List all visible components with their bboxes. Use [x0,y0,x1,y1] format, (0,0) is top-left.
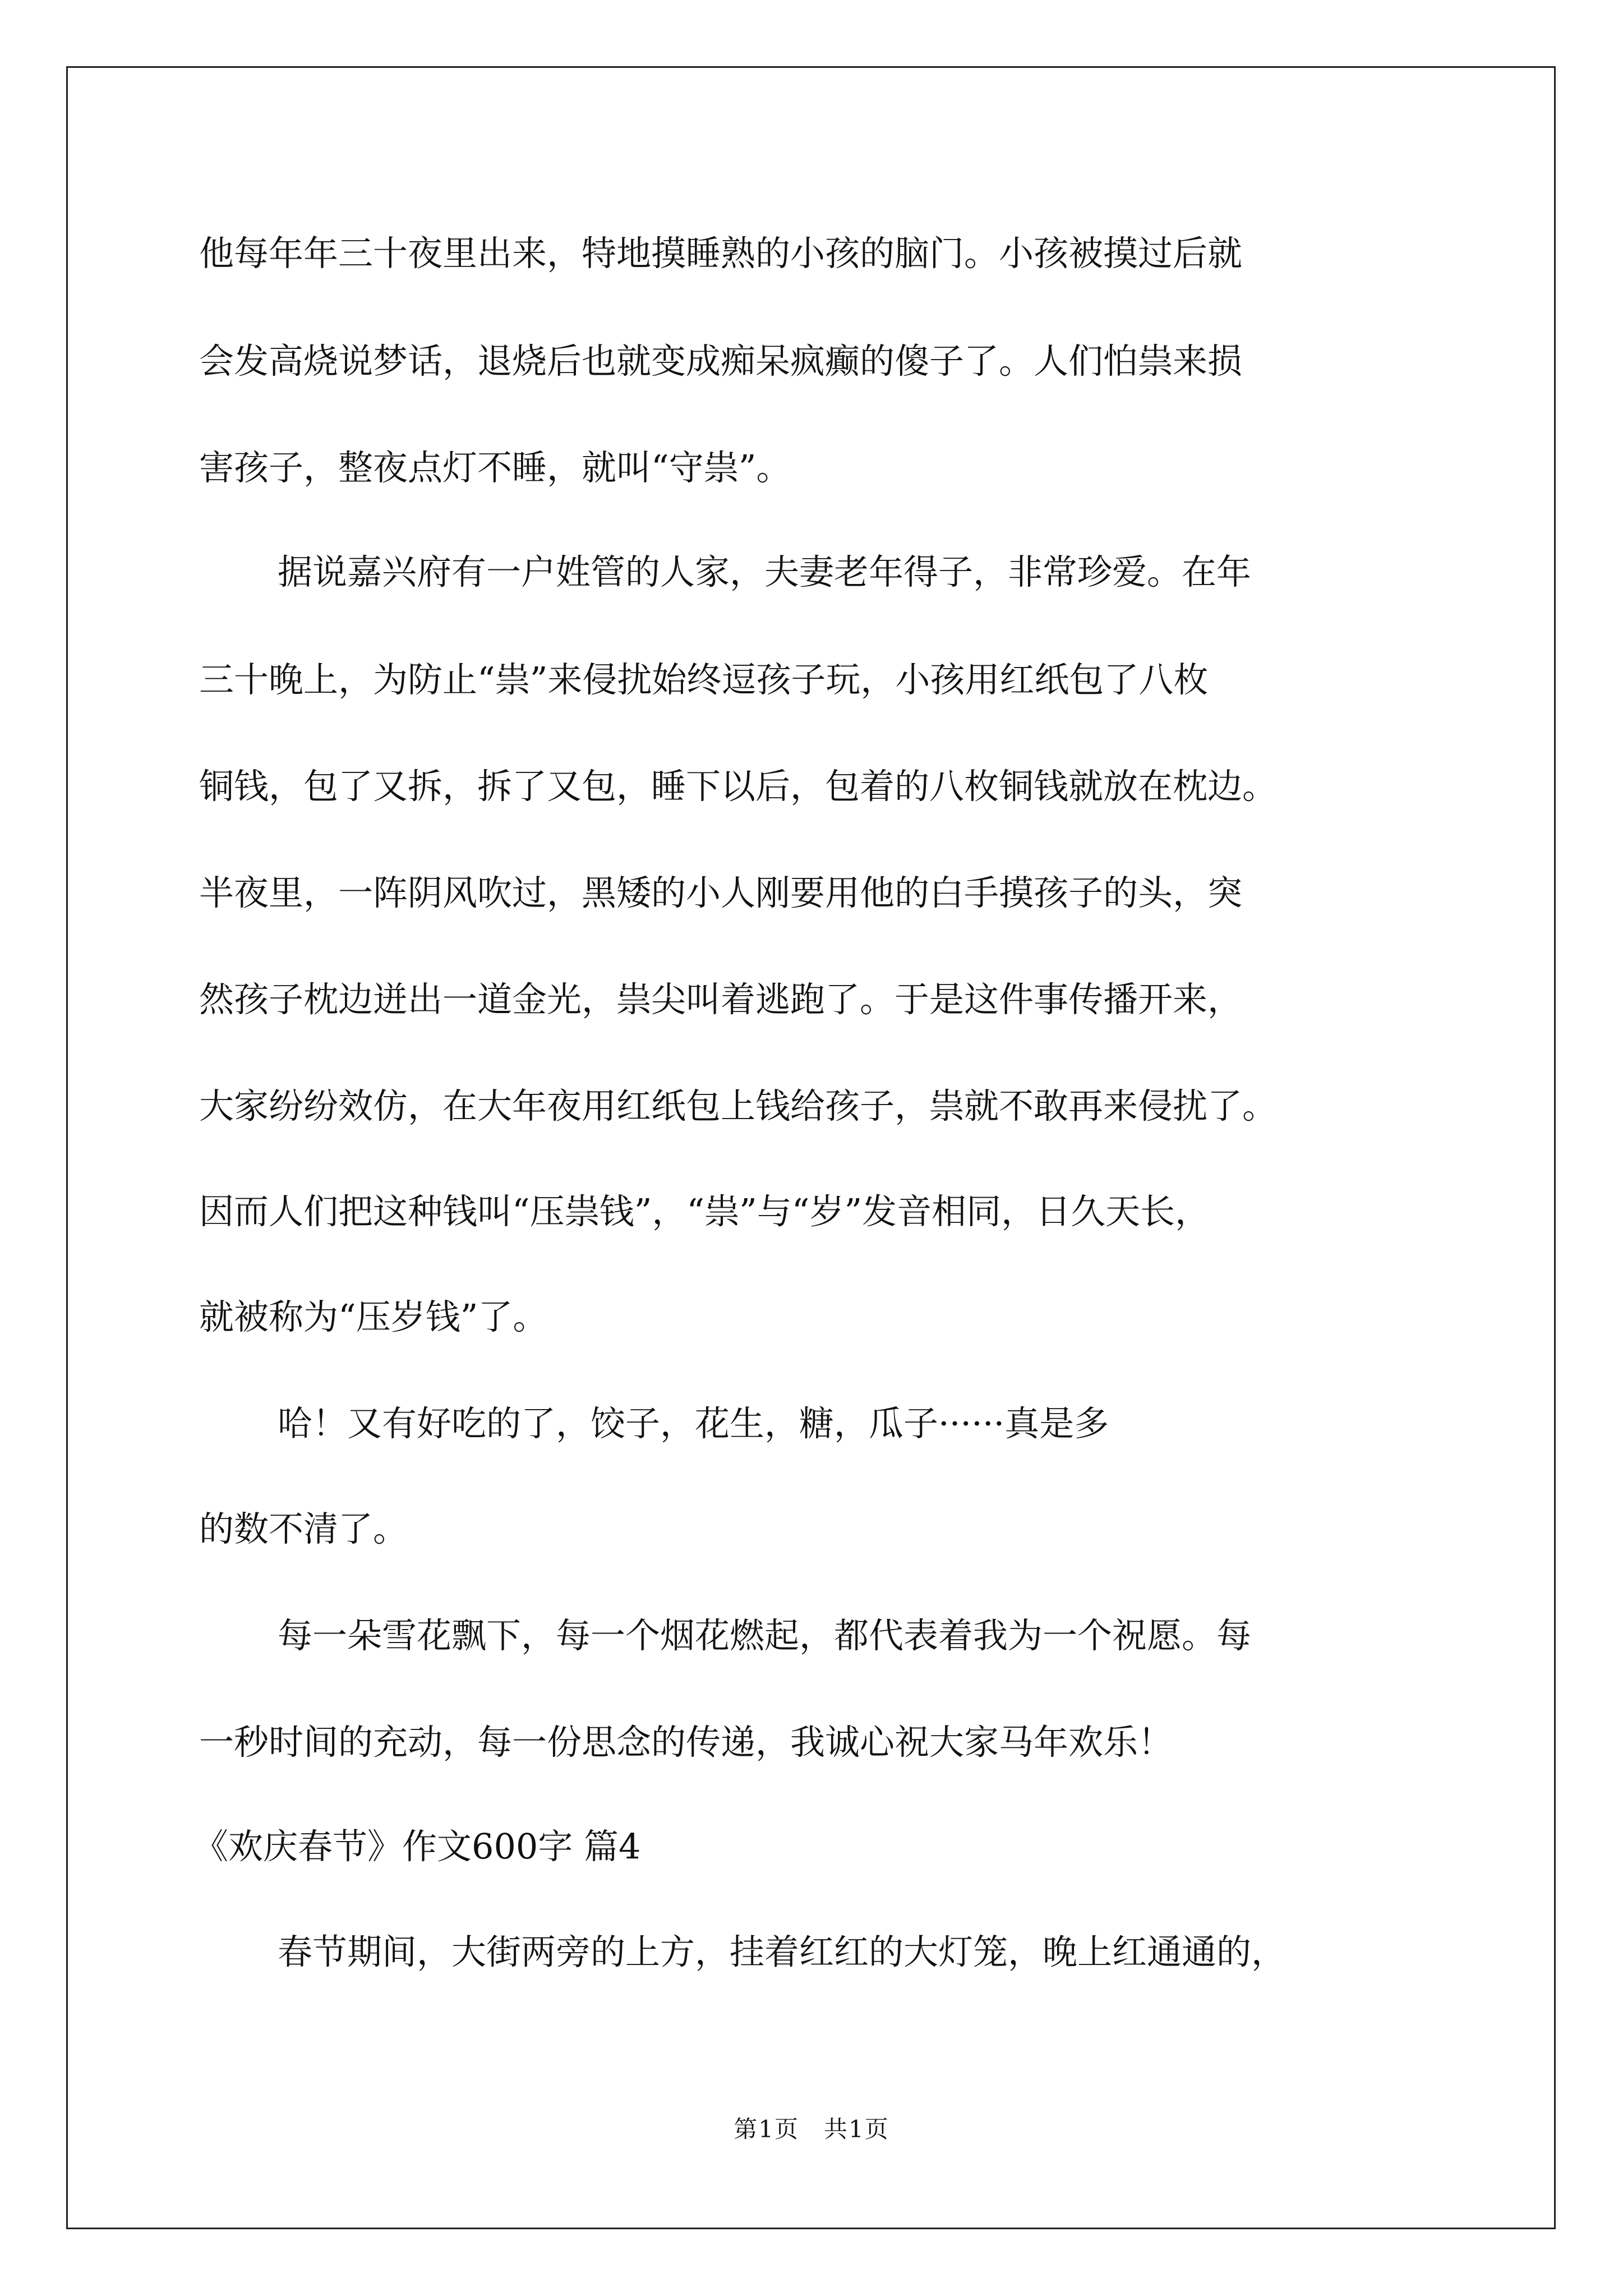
text-line: 大家纷纷效仿，在大年夜用红纸包上钱给孩子，祟就不敢再来侵扰了。 [199,1085,1278,1126]
paragraph-start-line: 据说嘉兴府有一户姓管的人家，夫妻老年得子，非常珍爱。在年 [278,551,1252,592]
text-line: 然孩子枕边迸出一道金光，祟尖叫着逃跑了。于是这件事传播开来， [199,979,1243,1020]
section-heading: 《欢庆春节》作文600字 篇4 [193,1826,641,1867]
text-line: 因而人们把这种钱叫“压祟钱”，“祟”与“岁”发音相同，日久天长， [199,1191,1210,1232]
text-line: 铜钱，包了又拆，拆了又包，睡下以后，包着的八枚铜钱就放在枕边。 [199,766,1278,807]
paragraph-start-line: 每一朵雪花飘下，每一个烟花燃起，都代表着我为一个祝愿。每 [278,1615,1252,1656]
paragraph-start-line: 哈！又有好吃的了，饺子，花生，糖，瓜子······真是多 [278,1403,1109,1444]
text-line: 就被称为“压岁钱”了。 [199,1296,548,1337]
text-line: 会发高烧说梦话，退烧后也就变成痴呆疯癫的傻子了。人们怕祟来损 [199,341,1243,381]
text-line: 三十晚上，为防止“祟”来侵扰始终逗孩子玩，小孩用红纸包了八枚 [199,659,1209,700]
text-line: 半夜里，一阵阴风吹过，黑矮的小人刚要用他的白手摸孩子的头，突 [199,872,1243,913]
text-line: 一秒时间的充动，每一份思念的传递，我诚心祝大家马年欢乐！ [199,1722,1173,1763]
text-line: 害孩子，整夜点灯不睡，就叫“守祟”。 [199,447,791,488]
paragraph-start-line: 春节期间，大街两旁的上方，挂着红红的大灯笼，晚上红通通的， [278,1931,1287,1972]
page-footer: 第1页 共1页 [734,2115,889,2143]
text-line: 的数不清了。 [199,1508,408,1549]
page-border [66,66,1556,2229]
text-line: 他每年年三十夜里出来，特地摸睡熟的小孩的脑门。小孩被摸过后就 [199,233,1243,274]
